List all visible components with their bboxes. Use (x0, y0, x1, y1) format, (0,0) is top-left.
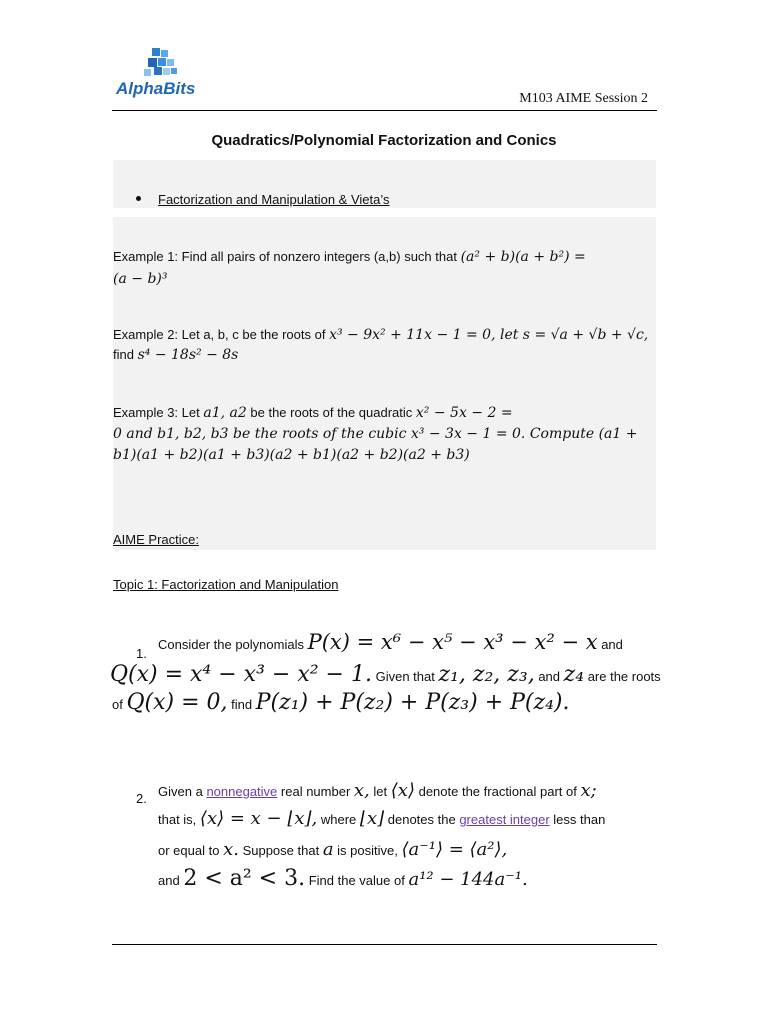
problem-2-text-1: Given a (158, 784, 203, 799)
problem-2-text-4: denote the fractional part of (418, 784, 577, 799)
example-3-line-2: 0 and b1, b2, b3 be the roots of the cubic x³ − 3x − 1 = 0. Compute (a1 + (113, 426, 638, 442)
problem-2-math-floor: ⌊x⌋ (359, 808, 385, 829)
topic-1-heading: Topic 1: Factorization and Manipulation (113, 577, 339, 592)
example-3-text-a: Example 3: Let (113, 405, 200, 420)
problem-2-text-5: that is, (158, 812, 197, 827)
problem-2-math-value: a¹² − 144a⁻¹. (408, 869, 528, 890)
problem-2-math-cond: ⟨a⁻¹⟩ = ⟨a²⟩, (401, 839, 508, 860)
example-2-line-2 (113, 347, 238, 363)
bullet-heading: Factorization and Manipulation & Vieta’s (158, 192, 390, 207)
example-2-math: x³ − 9x² + 11x − 1 = 0, let s = √a + √b + √c, (329, 327, 649, 343)
problem-1-text-1: Consider the polynomials (158, 637, 304, 652)
problem-1-text-7: find (231, 697, 253, 712)
problem-2-line-4 (158, 866, 528, 891)
problem-1-math-q0: Q(x) = 0, (126, 690, 228, 715)
problem-1-math-z4: z₄ (563, 662, 585, 687)
problem-1-line-1 (158, 630, 623, 654)
example-3-line-1 (113, 405, 513, 421)
problem-2-text-8: less than (553, 812, 606, 827)
example-3-roots: a1, a2 (203, 405, 247, 421)
nonnegative-link[interactable]: nonnegative (206, 784, 278, 799)
problem-1-text-5: are the roots (587, 669, 661, 684)
greatest-integer-link[interactable]: greatest integer (459, 812, 550, 827)
problem-2-math-x: x, (353, 780, 370, 801)
problem-2-line-3 (158, 839, 507, 860)
problem-1-number: 1. (136, 646, 147, 661)
problem-2-math-frac: ⟨x⟩ (390, 780, 415, 801)
problem-1-math-q: Q(x) = x⁴ − x³ − x² − 1. (110, 662, 372, 687)
problem-2-number: 2. (136, 791, 147, 806)
problem-2-text-2: real number (280, 784, 351, 799)
example-2-find: find (113, 347, 134, 362)
examples-shade (113, 217, 656, 550)
problem-2-text-12: and (158, 873, 180, 888)
problem-2-text-7: denotes the (387, 812, 456, 827)
problem-1-text-6: of (112, 697, 123, 712)
problem-2-math-x3: x. (223, 839, 239, 860)
example-1-line-2: (a − b)³ (113, 271, 168, 287)
example-3-quadratic: x² − 5x − 2 = (415, 405, 513, 421)
example-3-line-3: b1)(a1 + b2)(a1 + b3)(a2 + b1)(a2 + b2)(a2 + b3) (113, 447, 470, 463)
problem-2-line-1 (158, 780, 597, 801)
footer-rule (112, 944, 657, 945)
problem-1-math-sum: P(z₁) + P(z₂) + P(z₃) + P(z₄). (255, 690, 570, 715)
problem-2-text-10: Suppose that (242, 843, 320, 858)
problem-2-math-range: 2 < a² < 3. (183, 866, 306, 891)
page-title: Quadratics/Polynomial Factorization and Conics (211, 132, 557, 149)
problem-1-text-4: and (538, 669, 561, 684)
example-2-text: Example 2: Let a, b, c be the roots of (113, 327, 326, 342)
problem-1-text-3: Given that (375, 669, 435, 684)
example-3-text-b: be the roots of the quadratic (250, 405, 413, 420)
example-1-text: Example 1: Find all pairs of nonzero integers (a,b) such that (113, 249, 457, 264)
example-1-line-1 (113, 249, 586, 265)
example-2-expression: s⁴ − 18s² − 8s (137, 347, 239, 363)
problem-2-text-6: where (320, 812, 357, 827)
problem-1-math-p: P(x) = x⁶ − x⁵ − x³ − x² − x (307, 630, 598, 654)
problem-2-math-a: a (322, 839, 334, 860)
aime-practice-heading: AIME Practice: (113, 532, 199, 547)
problem-2-text-9: or equal to (158, 843, 220, 858)
problem-2-math-def: ⟨x⟩ = x − ⌊x⌋, (199, 808, 318, 829)
session-label: M103 AIME Session 2 (519, 91, 648, 106)
bullet-dot (136, 196, 141, 201)
problem-1-text-2: and (601, 637, 623, 652)
problem-1-math-z: z₁, z₂, z₃, (438, 662, 535, 687)
problem-2-math-x2: x; (580, 780, 597, 801)
example-1-math: (a² + b)(a + b²) = (460, 249, 586, 265)
logo (112, 46, 202, 102)
logo-icon (138, 46, 188, 82)
problem-2-line-2 (158, 808, 605, 829)
logo-text: AlphaBits (116, 79, 196, 98)
problem-2-text-11: is positive, (337, 843, 398, 858)
header-rule (112, 110, 657, 111)
example-2-line-1 (113, 327, 648, 343)
problem-1-line-2 (110, 662, 661, 687)
problem-2-text-13: Find the value of (308, 873, 405, 888)
problem-1-line-3 (112, 690, 570, 715)
problem-2-text-3: let (373, 784, 388, 799)
